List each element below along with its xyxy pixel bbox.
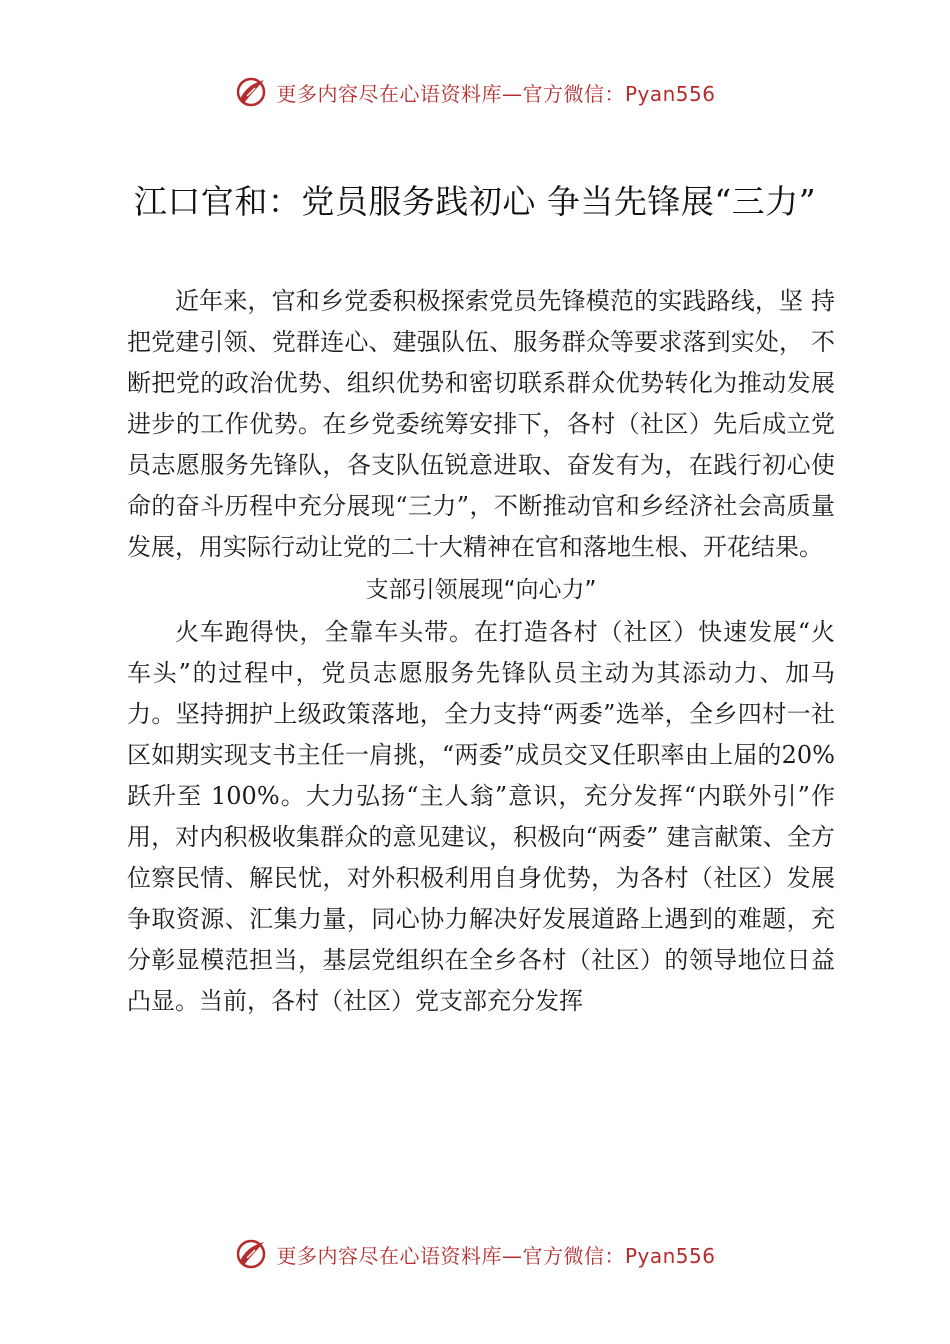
section-paragraph: 火车跑得快，全靠车头带。在打造各村（社区）快速发展“火车头”的过程中，党员志愿服务先锋队员主动为其添动力、加马力。坚持拥护上级政策落地，全力支持“两委”选举，全乡四村一社区如期实现支书主任一肩挑，“两委”成员交叉任职率由上届的20%跃升至 100%。大力弘扬“主人翁”意识，充分发挥“内联外引”作用，对内积极收集群众的意见建议，积极向“两委” 建言献策、全方位察民情、解民忧，对外积极利用自身优势，为各村（社区）发展争取资源、汇集力量，同心协力解决好发展道路上遇到的难题，充分彰显模范担当，基层党组织在全乡各村（社区）的领导地位日益凸显。当前，各村（社区）党支部充分发挥: [127, 618, 835, 1015]
document-body: [127, 281, 835, 1022]
intro-paragraph: 近年来，官和乡党委积极探索党员先锋模范的实践路线，坚 持把党建引领、党群连心、建强队伍、服务群众等要求落到实处， 不断把党的政治优势、组织优势和密切联系群众优势转化为推动发展进步的工作优势。在乡党委统筹安排下，各村（社区）先后成立党员志愿服务先锋队，各支队伍锐意进取、奋发有为，在践行初心使命的奋斗历程中充分展现“三力”，不断推动官和乡经济社会高质量发展，用实际行动让党的二十大精神在官和落地生根、开花结果。: [127, 287, 835, 561]
section-heading: 支部引领展现“向心力”: [365, 577, 597, 603]
watermark-header: [0, 72, 950, 112]
brush-logo-icon: [234, 75, 268, 109]
brush-logo-icon: [234, 1237, 268, 1271]
watermark-text: 更多内容尽在心语资料库—官方微信：Pyan556: [276, 81, 716, 106]
page-title: 江口官和：党员服务践初心 争当先锋展“三力”: [133, 182, 817, 221]
watermark-footer: [0, 1234, 950, 1274]
watermark-text: 更多内容尽在心语资料库—官方微信：Pyan556: [276, 1243, 716, 1268]
